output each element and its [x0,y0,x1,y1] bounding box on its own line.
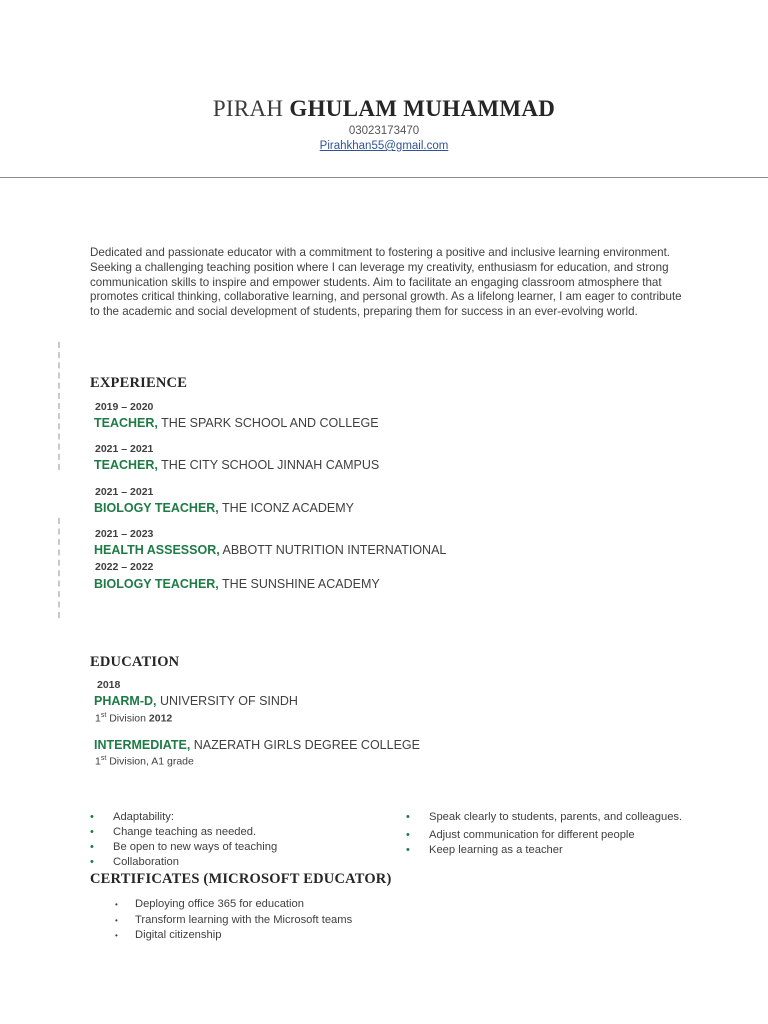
division-text: Division, A1 grade [106,755,194,768]
email-line [0,140,768,152]
division-number: 1 [95,755,101,768]
education-division [95,712,172,725]
division-number: 1 [95,712,101,725]
employer: THE SPARK SCHOOL AND COLLEGE [157,416,379,430]
first-name: PIRAH [212,96,284,121]
certificate-item: • Deploying office 365 for education [113,897,513,913]
email-link[interactable]: Pirahkhan55@gmail.com [319,140,449,152]
skill-item: • Adaptability: [90,810,390,825]
institution: NAZERATH GIRLS DEGREE COLLEGE [190,738,420,752]
summary-paragraph: Dedicated and passionate educator with a commitment to fostering a positive and inclusive learning environment. Seeking a challenging teaching position where I can leverage my creativity, enthusiasm for education, and strong communication skills to inspire and empower students. Aim to facilitate an engaging classroom atmosphere that promotes critical thinking, collaborative learning, and personal growth. As a lifelong learner, I am eager to contribute to the academic and social development of students, preparing them for success in an ever-evolving world. [90,246,682,319]
education-degree [94,694,298,708]
division-text: Division [106,712,149,725]
certificates-heading: CERTIFICATES (MICROSOFT EDUCATOR) [90,871,392,887]
experience-dates: 2022 – 2022 [95,561,154,573]
education-degree [94,738,420,752]
experience-dates: 2019 – 2020 [95,401,154,413]
certificates-list [113,897,513,944]
employer: THE SUNSHINE ACADEMY [218,577,380,591]
job-title: TEACHER, [94,416,158,430]
certificate-item: • Digital citizenship [113,928,513,944]
experience-dates: 2021 – 2021 [95,486,154,498]
experience-heading: EXPERIENCE [90,375,188,391]
skill-item: • Speak clearly to students, parents, and colleagues. [406,810,696,825]
experience-role [94,577,380,591]
margin-dash-line-top [58,342,62,470]
skills-right-column [406,810,696,858]
margin-dash-line-bottom [58,518,62,618]
experience-role [94,458,379,472]
degree-title: INTERMEDIATE, [94,738,191,752]
skill-item: • Adjust communication for different people [406,828,696,843]
experience-dates: 2021 – 2021 [95,443,154,455]
experience-role [94,416,379,430]
experience-role [94,543,446,557]
institution: UNIVERSITY OF SINDH [156,694,298,708]
skill-item: • Change teaching as needed. [90,825,390,840]
certificate-item: • Transform learning with the Microsoft teams [113,913,513,929]
education-division [95,755,194,768]
skill-item: • Keep learning as a teacher [406,843,696,858]
job-title: BIOLOGY TEACHER, [94,501,219,515]
employer: THE ICONZ ACADEMY [218,501,354,515]
last-name: GHULAM MUHAMMAD [289,96,556,121]
education-heading: EDUCATION [90,654,180,670]
degree-title: PHARM-D, [94,694,157,708]
header-divider [0,177,768,178]
division-ordinal: st [100,755,107,762]
experience-dates: 2021 – 2023 [95,528,154,540]
employer: ABBOTT NUTRITION INTERNATIONAL [219,543,447,557]
job-title: HEALTH ASSESSOR, [94,543,220,557]
division-year: 2012 [148,712,173,725]
division-ordinal: st [100,712,107,719]
education-year: 2018 [97,679,121,691]
employer: THE CITY SCHOOL JINNAH CAMPUS [157,458,380,472]
job-title: TEACHER, [94,458,158,472]
skill-item: • Collaboration [90,855,390,870]
skill-item: • Be open to new ways of teaching [90,840,390,855]
experience-role [94,501,354,515]
phone-number: 03023173470 [348,125,420,137]
job-title: BIOLOGY TEACHER, [94,577,219,591]
skills-left-column [90,810,390,870]
candidate-name [0,96,768,122]
